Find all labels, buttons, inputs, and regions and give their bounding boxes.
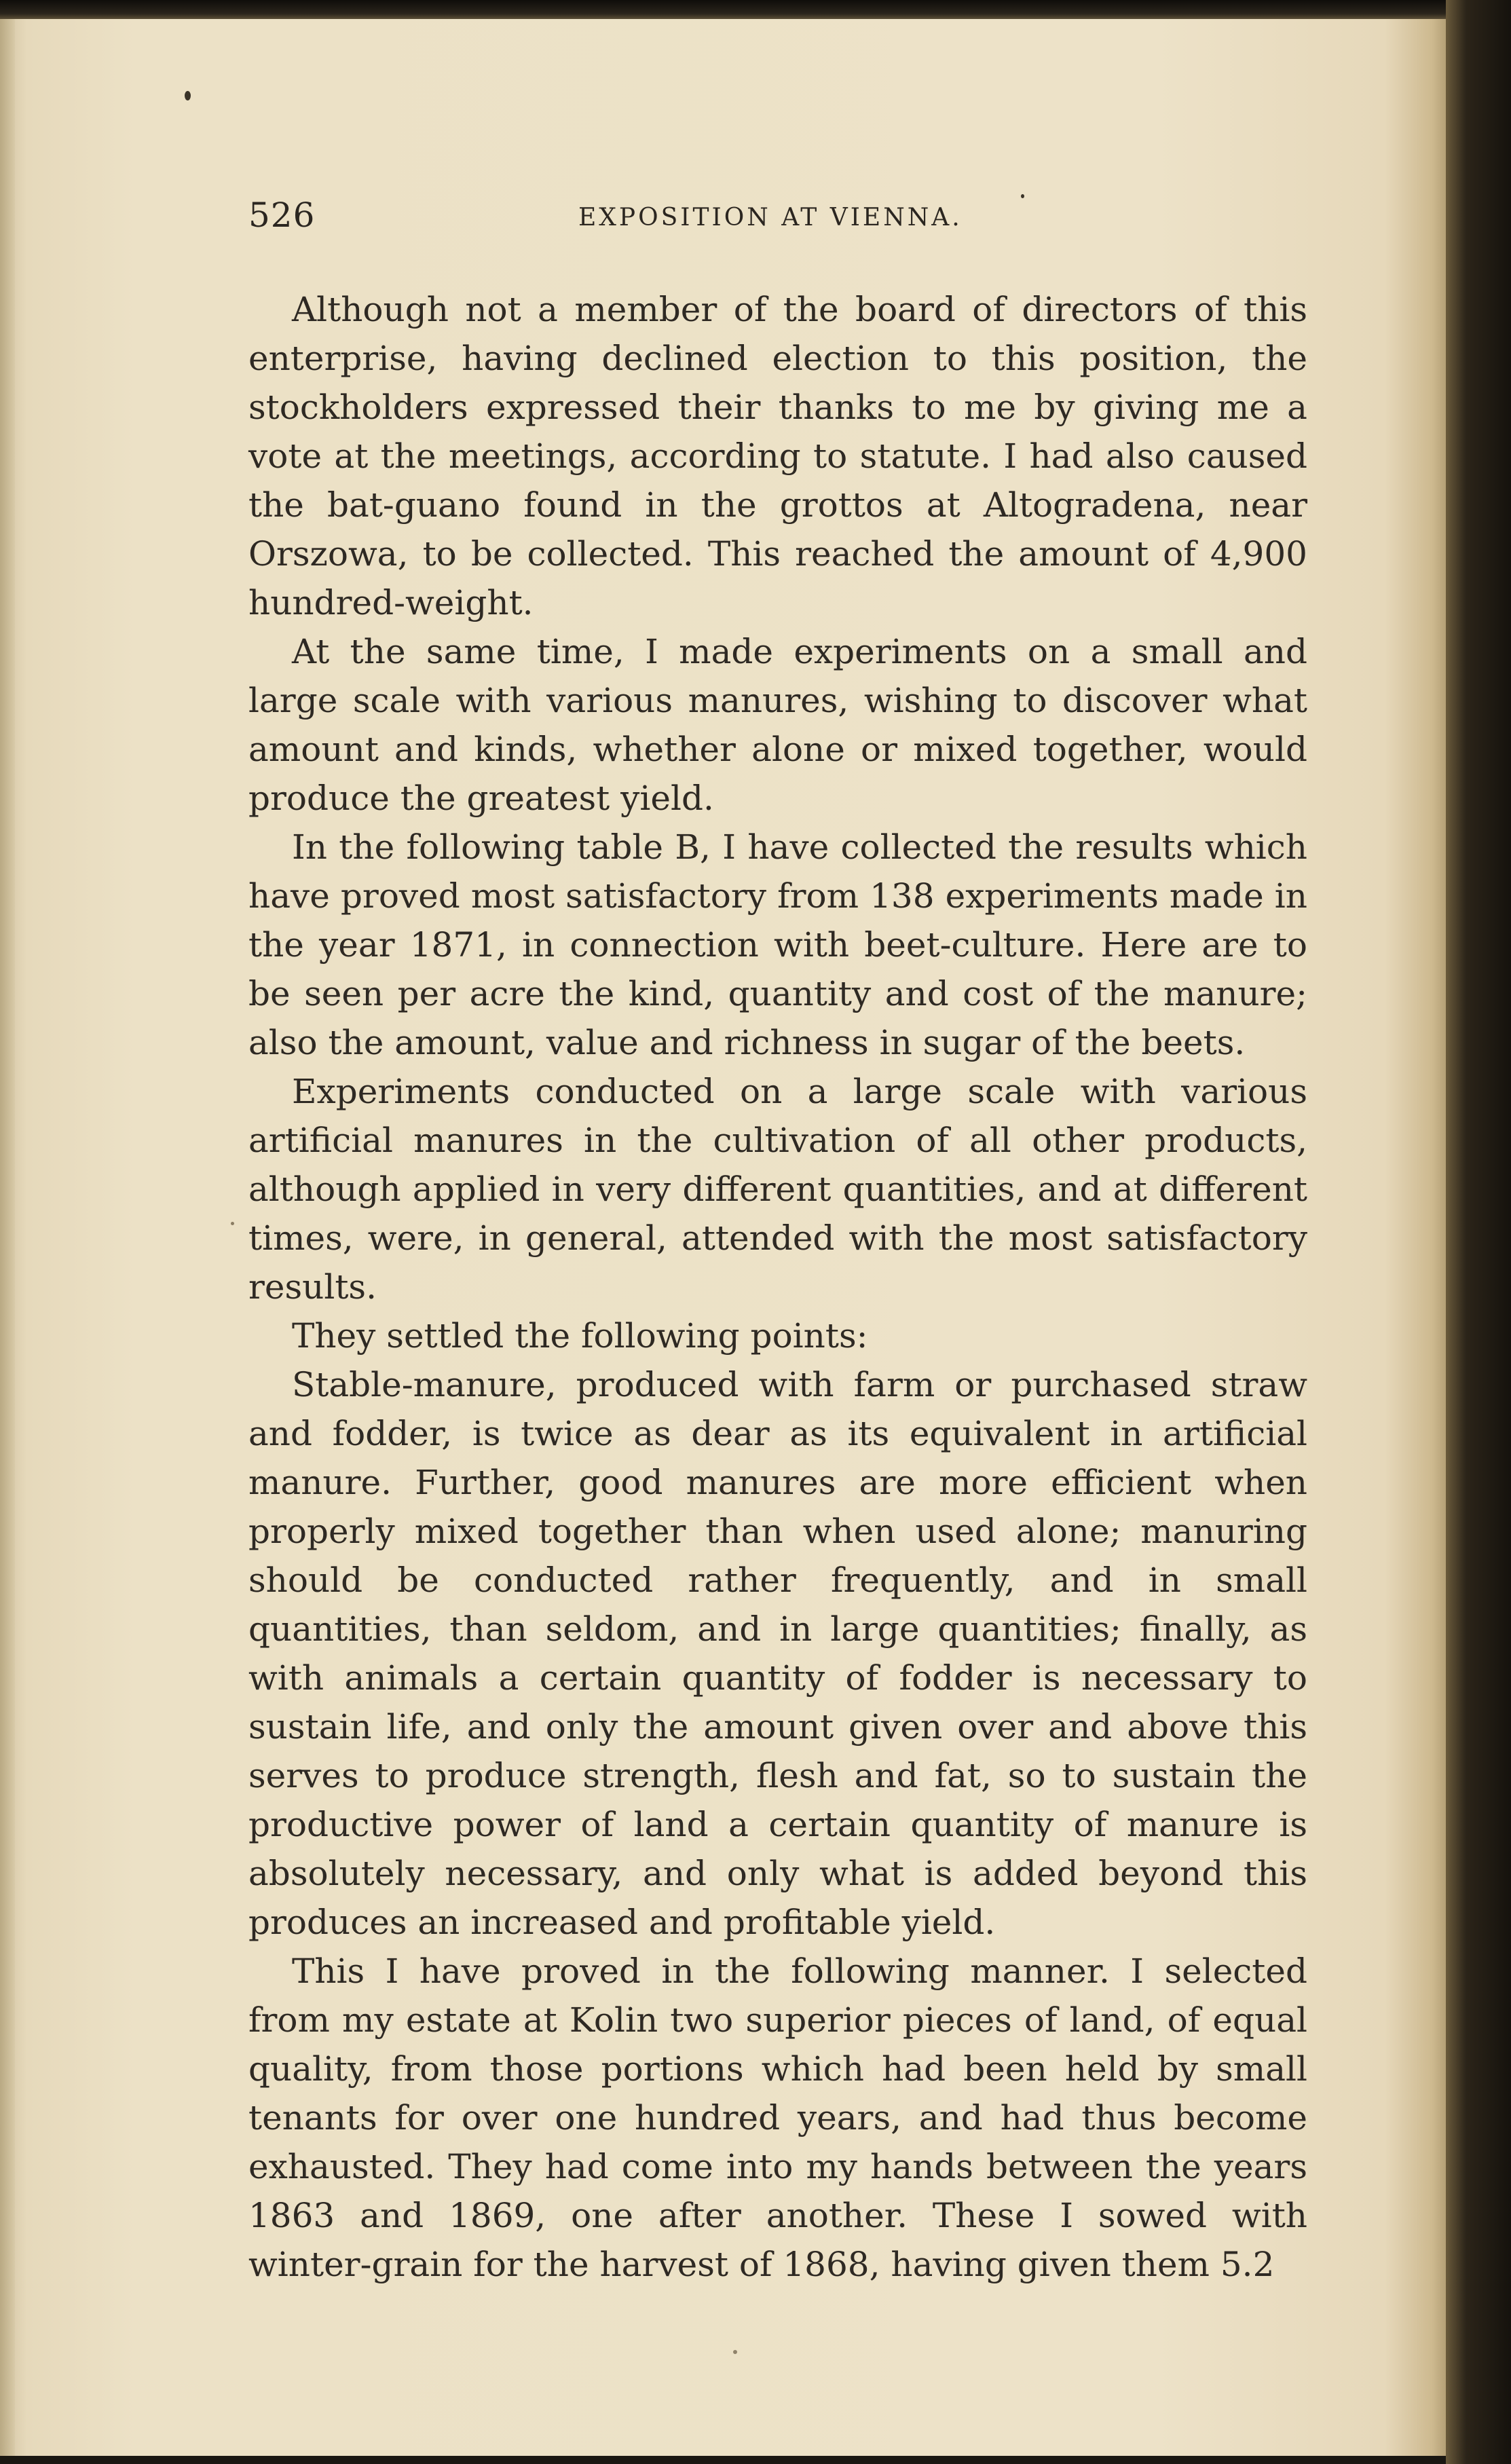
left-page-edge xyxy=(0,19,15,2456)
paragraph-4: Experiments conducted on a large scale with various artificial manures in the cultivation of all other products, although applied in very different quantities, and at different times, were, in general, attended with the most satisfactory results. xyxy=(248,1072,1307,1307)
top-page-edge xyxy=(0,0,1511,19)
ink-speck xyxy=(231,1222,234,1225)
paragraph-1: Although not a member of the board of directors of this enterprise, having declined election to this position, the stockholders expressed their thanks to me by giving me a vote at the meetings, according to statute. I had also caused the bat-guano found in the grottos at Altogradena, near Orszowa, to be collected. This reached the amount of 4,900 hundred-weight. xyxy=(248,290,1307,622)
body-text xyxy=(248,285,1307,2289)
paragraph-5: They settled the following points: xyxy=(292,1316,868,1356)
paragraph-7: This I have proved in the following manner. I selected from my estate at Kolin two superior pieces of land, of equal quality, from those portions which had been held by small tenants for over one hundred years, and had thus become exhausted. They had come into my hands between the years 1863 and 1869, one after another. These I sowed with winter-grain for the harvest of 1868, having given them 5.2 xyxy=(248,1952,1307,2284)
binding-shadow xyxy=(1446,0,1511,2464)
page-header xyxy=(248,195,1307,250)
paragraph-6: Stable-manure, produced with farm or purchased straw and fodder, is twice as dear as its equivalent in artificial manure. Further, good manures are more efficient when properly mixed together than when used alone; manuring should be conducted rather frequently, and in small quantities, than seldom, and in large quantities; finally, as with animals a certain quantity of fodder is necessary to sustain life, and only the amount given over and above this serves to produce strength, flesh and fat, so to sustain the productive power of land a certain quantity of manure is absolutely necessary, and only what is added beyond this produces an increased and profitable yield. xyxy=(248,1365,1307,1942)
running-head: EXPOSITION AT VIENNA. xyxy=(578,204,963,231)
ink-speck xyxy=(185,91,191,100)
ink-speck xyxy=(733,2350,737,2354)
page-number: 526 xyxy=(248,195,316,235)
paragraph-2: At the same time, I made experiments on a small and large scale with various manures, wishing to discover what amount and kinds, whether alone or mixed together, would produce the greatest yield. xyxy=(248,632,1307,818)
paragraph-3: In the following table B, I have collected the results which have proved most satisfactory from 138 experiments made in the year 1871, in connection with beet-culture. Here are to be seen per acre the kind, quantity and cost of the manure; also the amount, value and richness in sugar of the beets. xyxy=(248,827,1307,1062)
